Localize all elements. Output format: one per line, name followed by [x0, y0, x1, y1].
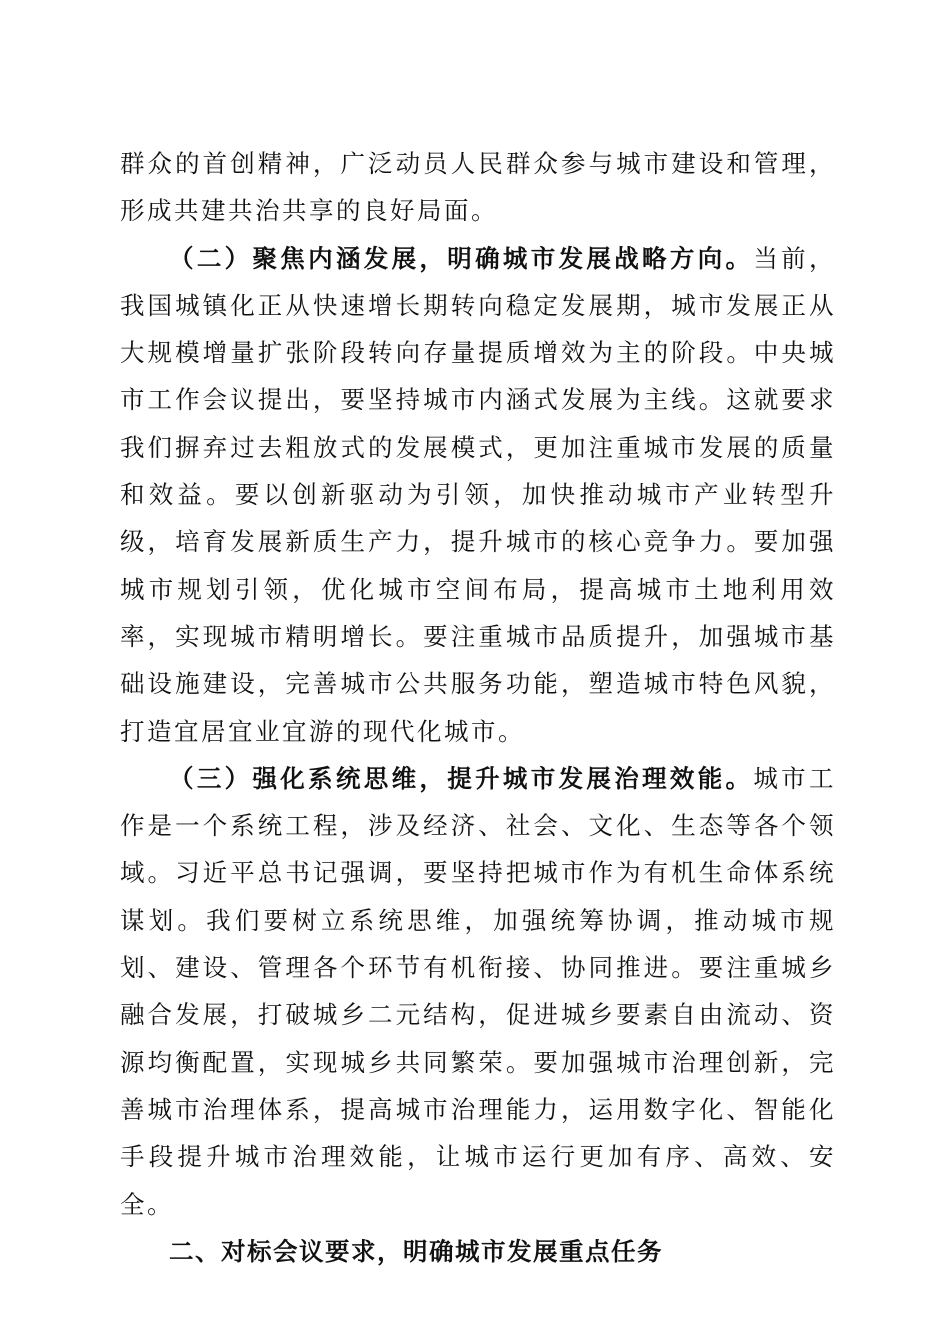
paragraph-section-3	[120, 755, 836, 1228]
paragraph-lead: （二）聚焦内涵发展，明确城市发展战略方向。	[169, 243, 754, 273]
paragraph-continuation	[120, 140, 836, 235]
paragraph-body: 群众的首创精神，广泛动员人民群众参与城市建设和管理，形成共建共治共享的良好局面。	[120, 149, 836, 226]
paragraph-body: 当前，我国城镇化正从快速增长期转向稳定发展期，城市发展正从大规模增量扩张阶段转向存量提质增效为主的阶段。中央城市工作会议提出，要坚持城市内涵式发展为主线。这就要求我们摒弃过去粗放式的发展模式，更加注重城市发展的质量和效益。要以创新驱动为引领，加快推动城市产业转型升级，培育发展新质生产力，提升城市的核心竞争力。要加强城市规划引领，优化城市空间布局，提高城市土地利用效率，实现城市精明增长。要注重城市品质提升，加强城市基础设施建设，完善城市公共服务功能，塑造城市特色风貌，打造宜居宜业宜游的现代化城市。	[120, 243, 837, 746]
paragraph-lead: （三）强化系统思维，提升城市发展治理效能。	[169, 763, 754, 793]
paragraph-section-2	[120, 235, 836, 755]
section-heading: 二、对标会议要求，明确城市发展重点任务	[169, 1236, 663, 1266]
paragraph-body: 城市工作是一个系统工程，涉及经济、社会、文化、生态等各个领域。习近平总书记强调，要坚持把城市作为有机生命体系统谋划。我们要树立系统思维，加强统筹协调，推动城市规划、建设、管理各个环节有机衔接、协同推进。要注重城乡融合发展，打破城乡二元结构，促进城乡要素自由流动、资源均衡配置，实现城乡共同繁荣。要加强城市治理创新，完善城市治理体系，提高城市治理能力，运用数字化、智能化手段提升城市治理效能，让城市运行更加有序、高效、安全。	[120, 763, 837, 1219]
document-page	[120, 140, 836, 1275]
